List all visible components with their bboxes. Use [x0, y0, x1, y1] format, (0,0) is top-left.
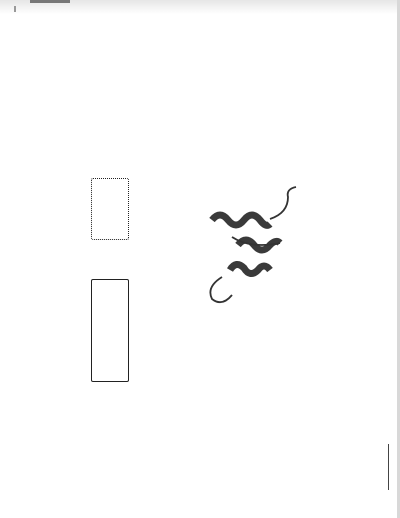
scan-mark	[30, 0, 70, 3]
scan-line-right	[388, 444, 389, 490]
scan-tick	[14, 6, 16, 12]
protein-helix-3	[230, 264, 270, 273]
protein-ribbon	[210, 187, 296, 302]
dotted-box-binding-site	[91, 178, 129, 240]
solid-box-gc-run	[91, 279, 129, 382]
dna-protein-structure-figure	[150, 95, 310, 395]
citation	[58, 404, 378, 422]
protein-loop	[210, 187, 296, 302]
protein-helix-1	[212, 215, 270, 225]
